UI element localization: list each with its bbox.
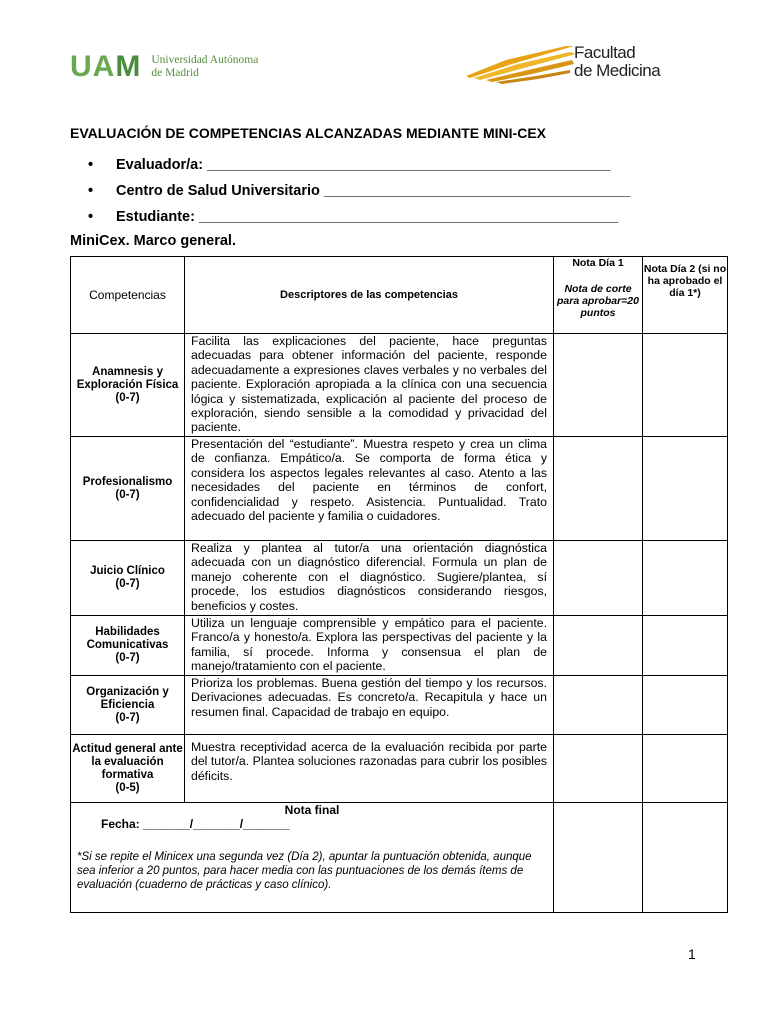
nota-dia1-cell[interactable]: [554, 437, 643, 541]
table-row: [71, 676, 728, 735]
descriptor-cell: Presentación del “estudiante”. Muestra respeto y crea un clima de confianza. Empático/a. Se comporta de forma ética y considera los aspectos legales relevantes al caso. Atento a las necesidades del paciente en términos de confort, confidencialidad y respeto. Asistencia. Puntualidad. Trato adecuado del paciente y familia o cuidadores.: [185, 437, 554, 541]
nota-dia1-cell[interactable]: [554, 676, 643, 735]
nota-dia1-cell[interactable]: [554, 735, 643, 803]
descriptor-cell: Realiza y plantea al tutor/a una orientación diagnóstica adecuada con un diagnóstico diferencial. Formula un plan de manejo coherente con el diagnóstico. Sugiere/plantea, sí procede, los estudios diagnósticos considerando riesgos, beneficios y costes.: [185, 541, 554, 616]
header-nota-dia2: Nota Día 2 (si no ha aprobado el día 1*): [643, 257, 728, 334]
page-number: 1: [688, 946, 696, 962]
field-centro-salud[interactable]: • Centro de Salud Universitario ______________________________________: [88, 183, 631, 199]
table-header-row: [71, 257, 728, 334]
nota-dia2-cell[interactable]: [643, 735, 728, 803]
nota-dia2-cell[interactable]: [643, 334, 728, 437]
nota-final-dia1-cell[interactable]: [554, 803, 643, 913]
nota-dia2-cell[interactable]: [643, 437, 728, 541]
table-row: [71, 437, 728, 541]
document-title: EVALUACIÓN DE COMPETENCIAS ALCANZADAS MEDIANTE MINI-CEX: [70, 125, 547, 141]
footnote: *Si se repite el Minicex una segunda vez (Día 2), apuntar la puntuación obtenida, aunque sea inferior a 20 puntos, para hacer media con las puntuaciones de los demás ítems de evaluación (cuaderno de prácticas y caso clínico).: [77, 851, 532, 891]
field-estudiante[interactable]: • Estudiante: ____________________________________________________: [88, 209, 619, 225]
nota-dia1-cell[interactable]: [554, 334, 643, 437]
descriptor-cell: Utiliza un lenguaje comprensible y empático para el paciente. Franco/a y honesto/a. Explora las perspectivas del paciente y la familia, sí procede. Informa y consensua el plan de manejo/tratamiento con el paciente.: [185, 616, 554, 676]
header-fields: [88, 155, 630, 233]
section-subtitle: MiniCex. Marco general.: [70, 233, 236, 249]
nota-dia2-cell[interactable]: [643, 541, 728, 616]
competencia-cell: Habilidades Comunicativas (0-7): [71, 616, 185, 676]
competencia-cell: Anamnesis y Exploración Física (0-7): [71, 334, 185, 437]
table-row: [71, 541, 728, 616]
header-nota-dia1: Nota Día 1 Nota de corte para aprobar=20 puntos: [554, 257, 643, 334]
uam-logo-mark: UAM: [70, 50, 142, 83]
nota-dia2-cell[interactable]: [643, 616, 728, 676]
table-row: [71, 616, 728, 676]
faculty-logo-text: Facultad de Medicina: [574, 43, 661, 80]
nota-final-dia2-cell[interactable]: [643, 803, 728, 913]
nota-final-label: Nota final: [284, 803, 340, 817]
table-row: [71, 334, 728, 437]
nota-dia2-cell[interactable]: [643, 676, 728, 735]
uam-logo: [70, 52, 258, 82]
nota-dia1-cell[interactable]: [554, 616, 643, 676]
descriptor-cell: Prioriza los problemas. Buena gestión del tiempo y los recursos. Derivaciones adecuadas. Es concreto/a. Recapitula y hace un resumen final. Capacidad de trabajo en equipo.: [185, 676, 554, 735]
fecha-field[interactable]: Fecha: _______/_______/_______: [101, 817, 290, 831]
nota-dia1-cell[interactable]: [554, 541, 643, 616]
final-cell: [71, 803, 554, 913]
minicex-table: [70, 256, 728, 913]
table-row: [71, 735, 728, 803]
descriptor-cell: Muestra receptividad acerca de la evaluación recibida por parte del tutor/a. Plantea soluciones razonadas para cubrir los posibles déficits.: [185, 735, 554, 803]
competencia-cell: Actitud general ante la evaluación formativa (0-5): [71, 735, 185, 803]
descriptor-cell: Facilita las explicaciones del paciente, hace preguntas adecuadas para obtener información del paciente, responde adecuadamente a expresiones claves verbales y no verbales del paciente. Exploración apropiada a la clínica con una secuencia lógica y sistematizada, explicación al paciente del proceso de exploración, siendo sensible a la comodidad y privacidad del paciente.: [185, 334, 554, 437]
header-competencias: Competencias: [71, 257, 185, 334]
field-evaluador[interactable]: • Evaluador/a: __________________________________________________: [88, 157, 611, 173]
competencia-cell: Juicio Clínico (0-7): [71, 541, 185, 616]
table-final-row: [71, 803, 728, 913]
competencia-cell: Organización y Eficiencia (0-7): [71, 676, 185, 735]
uam-name: Universidad Autónoma de Madrid: [151, 54, 259, 79]
competencia-cell: Profesionalismo (0-7): [71, 437, 185, 541]
header-descriptores: Descriptores de las competencias: [185, 257, 554, 334]
